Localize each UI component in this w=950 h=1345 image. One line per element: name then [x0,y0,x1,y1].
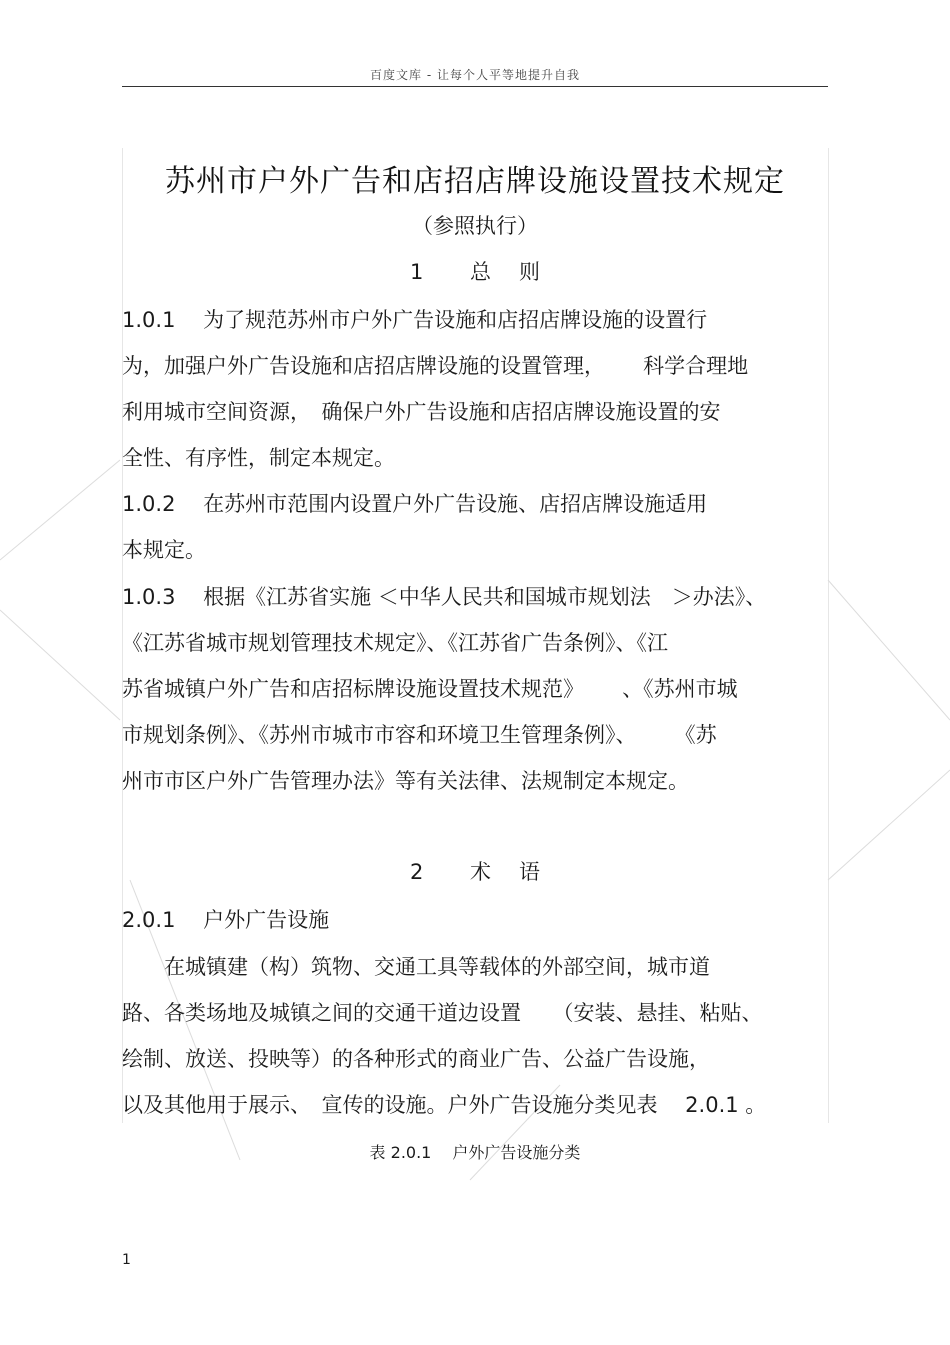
document-subtitle: （参照执行） [412,214,538,238]
paragraph-line: 利用城市空间资源， 确保户外广告设施和店招店牌设施设置的安 [122,400,721,424]
paragraph-line: 在城镇建（构）筑物、交通工具等载体的外部空间，城市道 [122,955,710,979]
paragraph-line: 绘制、放送、投映等）的各种形式的商业广告、公益广告设施， [122,1047,710,1071]
header-text: 百度文库 - 让每个人平等地提升自我 [370,68,580,82]
table-caption: 表 2.0.1 户外广告设施分类 [369,1143,581,1162]
paragraph-line: 路、各类场地及城镇之间的交通干道边设置 （安装、悬挂、粘贴、 [122,1001,763,1025]
watermark-line [828,580,950,720]
section-title: 总则 [470,260,568,284]
paragraph-line: 以及其他用于展示、 宣传的设施。户外广告设施分类见表 2.0.1 。 [122,1093,767,1117]
paragraph-heading: 2.0.1 户外广告设施 [122,908,330,932]
paragraph-line: 市规划条例》、《苏州市城市市容和环境卫生管理条例》、 《苏 [122,723,717,747]
paragraph-line: 1.0.2 在苏州市范围内设置户外广告设施、店招店牌设施适用 [122,492,708,516]
section-2-heading [122,856,828,886]
paragraph-line: 《江苏省城市规划管理技术规定》、《江苏省广告条例》、《江 [122,631,668,655]
paragraph-line: 为，加强户外广告设施和店招店牌设施的设置管理， 科学合理地 [122,354,749,378]
section-number: 1 [410,260,424,284]
paragraph-line: 苏省城镇户外广告和店招标牌设施设置技术规范》 、《苏州市城 [122,677,738,701]
document-title: 苏州市户外广告和店招店牌设施设置技术规定 [165,164,785,199]
section-1-heading [122,256,828,286]
page-number: 1 [122,1252,131,1268]
section-title: 术语 [470,860,568,884]
paragraph-line: 本规定。 [122,538,206,562]
watermark-line [828,770,950,880]
paragraph-line: 1.0.3 根据《江苏省实施 ＜中华人民共和国城市规划法 ＞办法》、 [122,585,767,609]
paragraph-line: 州市市区户外广告管理办法》等有关法律、法规制定本规定。 [122,769,689,793]
paragraph-line: 1.0.1 为了规范苏州市户外广告设施和店招店牌设施的设置行 [122,308,708,332]
section-number: 2 [410,860,424,884]
paragraph-line: 全性、有序性，制定本规定。 [122,446,395,470]
watermark-line [0,610,120,720]
watermark-line [0,460,120,560]
